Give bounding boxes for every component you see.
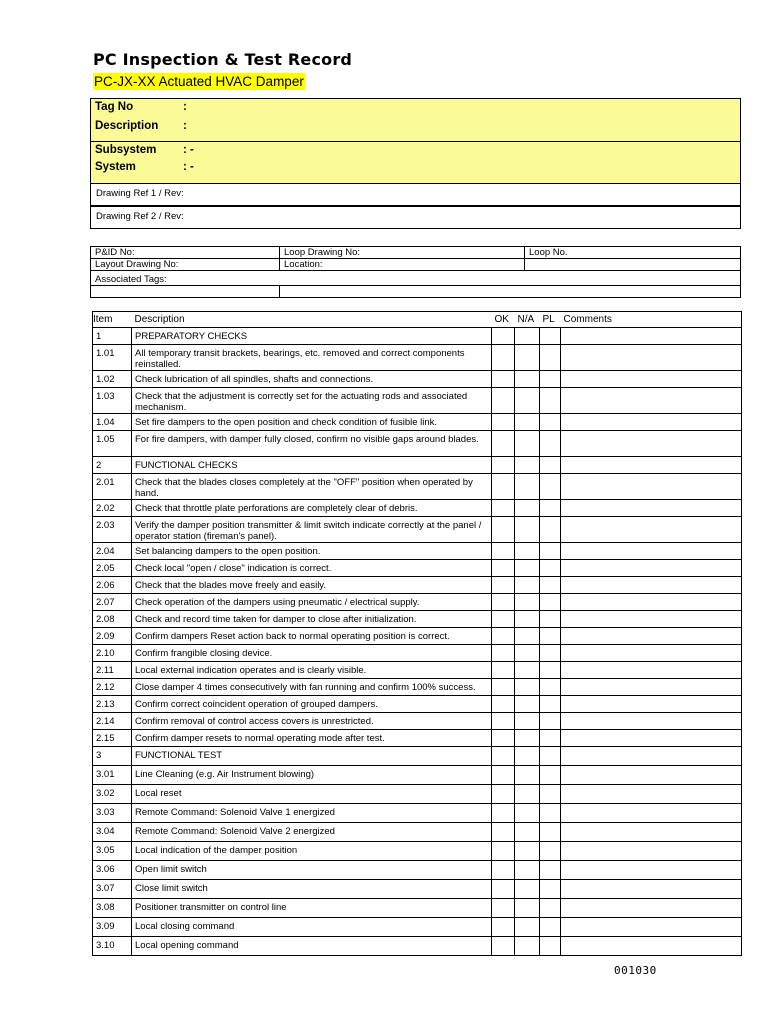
pl-checkbox-cell[interactable] [540, 543, 561, 560]
item-number: 2.05 [93, 560, 132, 577]
pl-checkbox-cell[interactable] [540, 785, 561, 804]
item-number: 3.09 [93, 918, 132, 937]
comments-cell[interactable] [561, 328, 742, 345]
checklist-row [93, 371, 742, 388]
ok-checkbox-cell[interactable] [492, 899, 515, 918]
item-header: Item [93, 312, 132, 328]
na-checkbox-cell[interactable] [515, 899, 540, 918]
ok-checkbox-cell[interactable] [492, 804, 515, 823]
na-checkbox-cell[interactable] [515, 880, 540, 899]
pl-checkbox-cell[interactable] [540, 679, 561, 696]
checklist-row [93, 713, 742, 730]
na-header: N/A [515, 312, 540, 328]
item-number: 1.01 [93, 345, 132, 371]
checklist-row [93, 696, 742, 713]
pl-checkbox-cell[interactable] [540, 696, 561, 713]
pl-checkbox-cell[interactable] [540, 500, 561, 517]
item-description: FUNCTIONAL TEST [132, 747, 492, 766]
na-checkbox-cell[interactable] [515, 560, 540, 577]
pl-checkbox-cell[interactable] [540, 371, 561, 388]
comments-cell[interactable] [561, 662, 742, 679]
na-checkbox-cell[interactable] [515, 713, 540, 730]
item-description: Open limit switch [132, 861, 492, 880]
pl-checkbox-cell[interactable] [540, 766, 561, 785]
checklist-row [93, 747, 742, 766]
item-description: PREPARATORY CHECKS [132, 328, 492, 345]
comments-cell[interactable] [561, 696, 742, 713]
pl-checkbox-cell[interactable] [540, 918, 561, 937]
comments-cell[interactable] [561, 842, 742, 861]
comments-cell[interactable] [561, 823, 742, 842]
item-description: Check that the adjustment is correctly set for the actuating rods and associated mechanism. [132, 388, 492, 414]
comments-cell[interactable] [561, 645, 742, 662]
pl-checkbox-cell[interactable] [540, 842, 561, 861]
checklist-row [93, 457, 742, 474]
loop-drawing-no-cell[interactable]: Loop Drawing No: [280, 247, 525, 259]
pl-checkbox-cell[interactable] [540, 899, 561, 918]
checklist-row [93, 785, 742, 804]
pl-checkbox-cell[interactable] [540, 937, 561, 956]
item-description: Remote Command: Solenoid Valve 2 energized [132, 823, 492, 842]
pl-checkbox-cell[interactable] [540, 577, 561, 594]
comments-cell[interactable] [561, 474, 742, 500]
item-number: 2.07 [93, 594, 132, 611]
comments-cell[interactable] [561, 431, 742, 457]
na-checkbox-cell[interactable] [515, 662, 540, 679]
comments-cell[interactable] [561, 517, 742, 543]
item-description: FUNCTIONAL CHECKS [132, 457, 492, 474]
ok-checkbox-cell[interactable] [492, 823, 515, 842]
comments-cell[interactable] [561, 500, 742, 517]
checklist-row [93, 918, 742, 937]
checklist-row [93, 414, 742, 431]
ok-checkbox-cell[interactable] [492, 918, 515, 937]
na-checkbox-cell[interactable] [515, 500, 540, 517]
ok-header: OK [492, 312, 515, 328]
comments-cell[interactable] [561, 371, 742, 388]
comments-cell[interactable] [561, 861, 742, 880]
na-checkbox-cell[interactable] [515, 431, 540, 457]
ok-checkbox-cell[interactable] [492, 766, 515, 785]
na-checkbox-cell[interactable] [515, 842, 540, 861]
comments-cell[interactable] [561, 899, 742, 918]
checklist-row [93, 645, 742, 662]
item-description: Set fire dampers to the open position and check condition of fusible link. [132, 414, 492, 431]
item-description: Check that the blades move freely and easily. [132, 577, 492, 594]
na-checkbox-cell[interactable] [515, 785, 540, 804]
checklist-row [93, 594, 742, 611]
comments-cell[interactable] [561, 937, 742, 956]
blank-cell[interactable] [525, 259, 741, 271]
item-description: Close damper 4 times consecutively with fan running and confirm 100% success. [132, 679, 492, 696]
na-checkbox-cell[interactable] [515, 628, 540, 645]
pl-checkbox-cell[interactable] [540, 457, 561, 474]
item-number: 2.06 [93, 577, 132, 594]
item-description: Check operation of the dampers using pneumatic / electrical supply. [132, 594, 492, 611]
item-number: 2.12 [93, 679, 132, 696]
pl-checkbox-cell[interactable] [540, 662, 561, 679]
ok-checkbox-cell[interactable] [492, 431, 515, 457]
pl-checkbox-cell[interactable] [540, 880, 561, 899]
comments-cell[interactable] [561, 543, 742, 560]
checklist-body [93, 328, 742, 956]
subsystem-label: Subsystem [95, 144, 157, 156]
checklist-row [93, 679, 742, 696]
system-label: System [95, 161, 136, 173]
checklist-row [93, 662, 742, 679]
item-description: Check that the blades closes completely at the "OFF" position when operated by hand. [132, 474, 492, 500]
drawing-ref-2-label: Drawing Ref 2 / Rev: [96, 211, 184, 222]
item-description: Remote Command: Solenoid Valve 1 energized [132, 804, 492, 823]
drawing-ref-1-field[interactable] [90, 183, 741, 206]
checklist-row [93, 899, 742, 918]
pl-header: PL [540, 312, 561, 328]
item-number: 3 [93, 747, 132, 766]
item-description: Check lubrication of all spindles, shafts and connections. [132, 371, 492, 388]
ok-checkbox-cell[interactable] [492, 747, 515, 766]
ok-checkbox-cell[interactable] [492, 785, 515, 804]
checklist-row [93, 560, 742, 577]
item-description: Line Cleaning (e.g. Air Instrument blowing) [132, 766, 492, 785]
checklist-row [93, 543, 742, 560]
item-description: Confirm dampers Reset action back to normal operating position is correct. [132, 628, 492, 645]
na-checkbox-cell[interactable] [515, 937, 540, 956]
comments-cell[interactable] [561, 388, 742, 414]
item-description: Close limit switch [132, 880, 492, 899]
ok-checkbox-cell[interactable] [492, 500, 515, 517]
item-number: 3.08 [93, 899, 132, 918]
na-checkbox-cell[interactable] [515, 823, 540, 842]
pid-info-table [90, 246, 741, 298]
item-number: 1.02 [93, 371, 132, 388]
ok-checkbox-cell[interactable] [492, 543, 515, 560]
item-number: 1 [93, 328, 132, 345]
loop-no-cell[interactable]: Loop No. [525, 247, 741, 259]
pl-checkbox-cell[interactable] [540, 823, 561, 842]
tag-description-section [90, 98, 741, 142]
pl-checkbox-cell[interactable] [540, 474, 561, 500]
item-number: 2.03 [93, 517, 132, 543]
na-checkbox-cell[interactable] [515, 918, 540, 937]
item-number: 2.15 [93, 730, 132, 747]
comments-cell[interactable] [561, 560, 742, 577]
location-cell[interactable]: Location: [280, 259, 525, 271]
pl-checkbox-cell[interactable] [540, 594, 561, 611]
drawing-ref-1-label: Drawing Ref 1 / Rev: [96, 188, 184, 199]
checklist-row [93, 823, 742, 842]
item-number: 2.01 [93, 474, 132, 500]
pl-checkbox-cell[interactable] [540, 804, 561, 823]
ok-checkbox-cell[interactable] [492, 577, 515, 594]
description-header: Description [132, 312, 492, 328]
na-checkbox-cell[interactable] [515, 679, 540, 696]
pl-checkbox-cell[interactable] [540, 431, 561, 457]
comments-cell[interactable] [561, 628, 742, 645]
na-checkbox-cell[interactable] [515, 328, 540, 345]
subsystem-system-section [90, 141, 741, 184]
comments-cell[interactable] [561, 345, 742, 371]
item-description: Set balancing dampers to the open position. [132, 543, 492, 560]
comments-cell[interactable] [561, 611, 742, 628]
checklist-row [93, 517, 742, 543]
checklist-row [93, 730, 742, 747]
pl-checkbox-cell[interactable] [540, 628, 561, 645]
ok-checkbox-cell[interactable] [492, 414, 515, 431]
comments-cell[interactable] [561, 713, 742, 730]
item-number: 2 [93, 457, 132, 474]
tag-no-value[interactable]: : [183, 101, 187, 113]
checklist-row [93, 328, 742, 345]
item-number: 1.05 [93, 431, 132, 457]
item-number: 3.02 [93, 785, 132, 804]
item-number: 3.05 [93, 842, 132, 861]
na-checkbox-cell[interactable] [515, 645, 540, 662]
comments-cell[interactable] [561, 785, 742, 804]
item-description: Local closing command [132, 918, 492, 937]
na-checkbox-cell[interactable] [515, 611, 540, 628]
ok-checkbox-cell[interactable] [492, 474, 515, 500]
item-description: Confirm frangible closing device. [132, 645, 492, 662]
checklist-row [93, 500, 742, 517]
pl-checkbox-cell[interactable] [540, 388, 561, 414]
ok-checkbox-cell[interactable] [492, 645, 515, 662]
na-checkbox-cell[interactable] [515, 730, 540, 747]
ok-checkbox-cell[interactable] [492, 388, 515, 414]
item-description: Check local "open / close" indication is correct. [132, 560, 492, 577]
tag-no-label: Tag No [95, 101, 134, 113]
checklist-row [93, 804, 742, 823]
checklist-header-row [93, 312, 742, 328]
ok-checkbox-cell[interactable] [492, 842, 515, 861]
na-checkbox-cell[interactable] [515, 474, 540, 500]
checklist-row [93, 345, 742, 371]
subsystem-value[interactable]: : - [183, 144, 194, 156]
item-number: 2.11 [93, 662, 132, 679]
ok-checkbox-cell[interactable] [492, 594, 515, 611]
pl-checkbox-cell[interactable] [540, 328, 561, 345]
checklist-row [93, 474, 742, 500]
item-description: Confirm damper resets to normal operating mode after test. [132, 730, 492, 747]
pl-checkbox-cell[interactable] [540, 345, 561, 371]
item-description: Verify the damper position transmitter & limit switch indicate correctly at the panel / operator station (fireman's panel). [132, 517, 492, 543]
na-checkbox-cell[interactable] [515, 517, 540, 543]
pl-checkbox-cell[interactable] [540, 560, 561, 577]
pl-checkbox-cell[interactable] [540, 713, 561, 730]
comments-header: Comments [561, 312, 742, 328]
ok-checkbox-cell[interactable] [492, 713, 515, 730]
pl-checkbox-cell[interactable] [540, 730, 561, 747]
checklist-table [92, 311, 742, 956]
na-checkbox-cell[interactable] [515, 388, 540, 414]
comments-cell[interactable] [561, 577, 742, 594]
ok-checkbox-cell[interactable] [492, 880, 515, 899]
checklist-row [93, 628, 742, 645]
na-checkbox-cell[interactable] [515, 457, 540, 474]
item-number: 3.07 [93, 880, 132, 899]
item-number: 3.10 [93, 937, 132, 956]
ok-checkbox-cell[interactable] [492, 861, 515, 880]
comments-cell[interactable] [561, 594, 742, 611]
checklist-row [93, 861, 742, 880]
ok-checkbox-cell[interactable] [492, 730, 515, 747]
na-checkbox-cell[interactable] [515, 543, 540, 560]
ok-checkbox-cell[interactable] [492, 457, 515, 474]
ok-checkbox-cell[interactable] [492, 696, 515, 713]
ok-checkbox-cell[interactable] [492, 517, 515, 543]
description-value[interactable]: : [183, 120, 187, 132]
drawing-ref-2-field[interactable] [90, 206, 741, 229]
item-description: For fire dampers, with damper fully closed, confirm no visible gaps around blades. [132, 431, 492, 457]
pl-checkbox-cell[interactable] [540, 747, 561, 766]
item-number: 1.03 [93, 388, 132, 414]
checklist-row [93, 937, 742, 956]
comments-cell[interactable] [561, 766, 742, 785]
associated-tags-cell[interactable]: Associated Tags: [91, 271, 741, 286]
item-number: 2.14 [93, 713, 132, 730]
item-description: Local reset [132, 785, 492, 804]
ok-checkbox-cell[interactable] [492, 560, 515, 577]
comments-cell[interactable] [561, 918, 742, 937]
item-number: 2.13 [93, 696, 132, 713]
pl-checkbox-cell[interactable] [540, 611, 561, 628]
comments-cell[interactable] [561, 804, 742, 823]
checklist-row [93, 431, 742, 457]
item-description: All temporary transit brackets, bearings, etc. removed and correct components reinstalled. [132, 345, 492, 371]
na-checkbox-cell[interactable] [515, 594, 540, 611]
item-description: Check and record time taken for damper to close after initialization. [132, 611, 492, 628]
item-number: 1.04 [93, 414, 132, 431]
ok-checkbox-cell[interactable] [492, 345, 515, 371]
pl-checkbox-cell[interactable] [540, 414, 561, 431]
description-label: Description [95, 120, 159, 132]
item-description: Local external indication operates and is clearly visible. [132, 662, 492, 679]
pl-checkbox-cell[interactable] [540, 645, 561, 662]
na-checkbox-cell[interactable] [515, 696, 540, 713]
checklist-row [93, 880, 742, 899]
na-checkbox-cell[interactable] [515, 861, 540, 880]
item-number: 3.01 [93, 766, 132, 785]
document-title: PC Inspection & Test Record [93, 50, 353, 69]
item-number: 2.02 [93, 500, 132, 517]
na-checkbox-cell[interactable] [515, 804, 540, 823]
item-number: 3.03 [93, 804, 132, 823]
ok-checkbox-cell[interactable] [492, 937, 515, 956]
item-description: Positioner transmitter on control line [132, 899, 492, 918]
page-code: 001030 [614, 964, 657, 977]
comments-cell[interactable] [561, 679, 742, 696]
checklist-row [93, 577, 742, 594]
item-description: Local indication of the damper position [132, 842, 492, 861]
na-checkbox-cell[interactable] [515, 371, 540, 388]
na-checkbox-cell[interactable] [515, 414, 540, 431]
checklist-row [93, 611, 742, 628]
comments-cell[interactable] [561, 880, 742, 899]
checklist-row [93, 842, 742, 861]
comments-cell[interactable] [561, 747, 742, 766]
comments-cell[interactable] [561, 414, 742, 431]
na-checkbox-cell[interactable] [515, 345, 540, 371]
item-number: 3.06 [93, 861, 132, 880]
item-number: 3.04 [93, 823, 132, 842]
ok-checkbox-cell[interactable] [492, 371, 515, 388]
na-checkbox-cell[interactable] [515, 766, 540, 785]
item-number: 2.04 [93, 543, 132, 560]
item-description: Confirm correct coincident operation of grouped dampers. [132, 696, 492, 713]
pl-checkbox-cell[interactable] [540, 861, 561, 880]
na-checkbox-cell[interactable] [515, 577, 540, 594]
ok-checkbox-cell[interactable] [492, 611, 515, 628]
associated-tags-input-1[interactable] [91, 286, 280, 298]
item-number: 2.08 [93, 611, 132, 628]
item-description: Check that throttle plate perforations are completely clear of debris. [132, 500, 492, 517]
ok-checkbox-cell[interactable] [492, 328, 515, 345]
system-value[interactable]: : - [183, 161, 194, 173]
document-subtitle: PC-JX-XX Actuated HVAC Damper [94, 74, 304, 89]
associated-tags-input-2[interactable] [280, 286, 741, 298]
comments-cell[interactable] [561, 457, 742, 474]
ok-checkbox-cell[interactable] [492, 628, 515, 645]
item-number: 2.09 [93, 628, 132, 645]
checklist-row [93, 388, 742, 414]
pid-no-cell[interactable]: P&ID No: [91, 247, 280, 259]
comments-cell[interactable] [561, 730, 742, 747]
ok-checkbox-cell[interactable] [492, 662, 515, 679]
ok-checkbox-cell[interactable] [492, 679, 515, 696]
na-checkbox-cell[interactable] [515, 747, 540, 766]
item-number: 2.10 [93, 645, 132, 662]
pl-checkbox-cell[interactable] [540, 517, 561, 543]
item-description: Local opening command [132, 937, 492, 956]
layout-drawing-no-cell[interactable]: Layout Drawing No: [91, 259, 280, 271]
item-description: Confirm removal of control access covers is unrestricted. [132, 713, 492, 730]
checklist-row [93, 766, 742, 785]
